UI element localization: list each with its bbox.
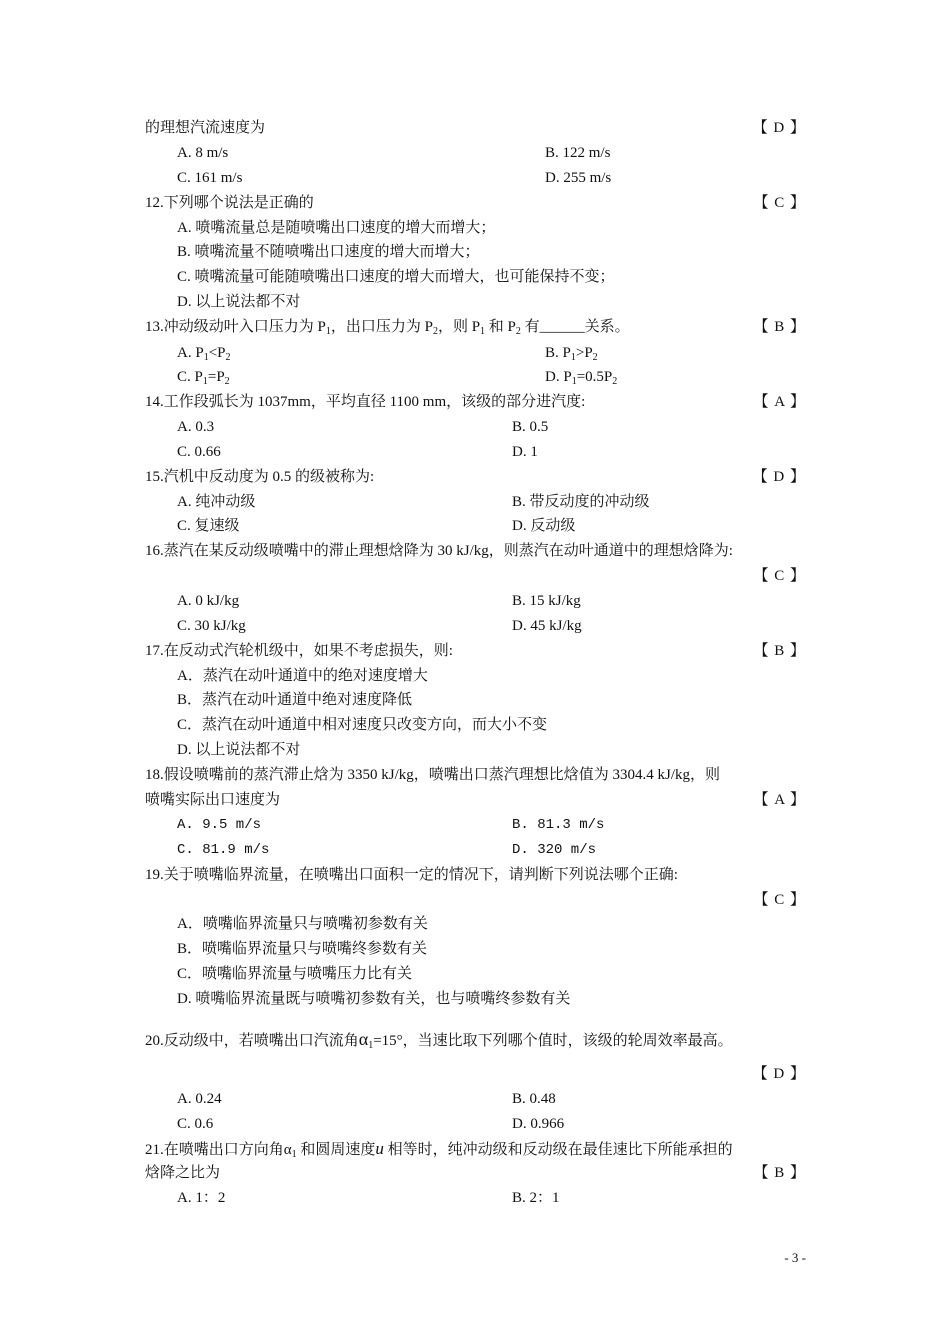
q18-answer: 【 A 】 <box>753 792 806 808</box>
q19-option-a: A．喷嘴临界流量只与喷嘴初参数有关 <box>177 916 428 932</box>
q20-answer: 【 D 】 <box>752 1066 806 1082</box>
q20-option-a: A. 0.24 <box>177 1091 222 1107</box>
q11-option-d: D. 255 m/s <box>545 170 612 186</box>
q18-option-a: A. 9.5 m/s <box>177 817 262 833</box>
q19-stem: 19.关于喷嘴临界流量，在喷嘴出口面积一定的情况下，请判断下列说法哪个正确: <box>145 867 678 883</box>
q13-option-d: D. $P_1=0.5P_2$ <box>545 369 618 387</box>
q18-stem-line2: 喷嘴实际出口速度为 <box>145 792 281 808</box>
q12-option-a: A. 喷嘴流量总是随喷嘴出口速度的增大而增大； <box>177 220 496 236</box>
q16-option-d: D. 45 kJ/kg <box>512 618 582 634</box>
q12-answer: 【 C 】 <box>753 195 806 211</box>
page-number: - 3 - <box>784 1250 806 1265</box>
q16-stem: 16.蒸汽在某反动级喷嘴中的滞止理想焓降为 30 kJ/kg，则蒸汽在动叶通道中的理想焓降为: <box>145 543 733 559</box>
q17-option-a: A．蒸汽在动叶通道中的绝对速度增大 <box>177 668 428 684</box>
q11-option-b: B. 122 m/s <box>545 145 611 161</box>
q17-option-c: C．蒸汽在动叶通道中相对速度只改变方向，而大小不变 <box>177 717 548 733</box>
q12-option-c: C. 喷嘴流量可能随喷嘴出口速度的增大而增大，也可能保持不变； <box>177 269 615 285</box>
q16-answer: 【 C 】 <box>753 568 806 584</box>
q13-option-a: A. $P_1<P_2$ <box>177 345 231 363</box>
q16-option-c: C. 30 kJ/kg <box>177 618 246 634</box>
q11-answer: 【 D 】 <box>752 120 806 136</box>
q16-option-b: B. 15 kJ/kg <box>512 593 581 609</box>
q18-option-d: D. 320 m/s <box>512 842 597 858</box>
q20-option-c: C. 0.6 <box>177 1116 214 1132</box>
q15-stem: 15.汽机中反动度为 0.5 的级被称为: <box>145 469 375 485</box>
q18-option-c: C. 81.9 m/s <box>177 842 270 858</box>
q21-answer: 【 B 】 <box>753 1165 806 1181</box>
q13-option-b: B. $P_1>P_2$ <box>545 345 598 363</box>
q18-option-b: B. 81.3 m/s <box>512 817 605 833</box>
q13-stem: 13.冲动级动叶入口压力为 $P_1$，出口压力为 $P_2$，则 $P_1$ 和 $P_2$ 有______关系。 <box>145 319 630 337</box>
q14-option-c: C. 0.66 <box>177 444 221 460</box>
q19-option-c: C．喷嘴临界流量与喷嘴压力比有关 <box>177 966 413 982</box>
q14-option-b: B. 0.5 <box>512 419 549 435</box>
q14-stem: 14.工作段弧长为 1037mm，平均直径 1100 mm，该级的部分进汽度: <box>145 394 586 410</box>
q11-option-c: C. 161 m/s <box>177 170 243 186</box>
q11-option-a: A. 8 m/s <box>177 145 229 161</box>
q15-option-c: C. 复速级 <box>177 518 240 534</box>
q12-stem: 12.下列哪个说法是正确的 <box>145 195 314 211</box>
q13-option-c: C. $P_1=P_2$ <box>177 369 230 387</box>
q13-answer: 【 B 】 <box>753 319 806 335</box>
q17-stem: 17.在反动式汽轮机级中，如果不考虑损失，则: <box>145 643 453 659</box>
q15-option-d: D. 反动级 <box>512 518 576 534</box>
q17-option-b: B．蒸汽在动叶通道中绝对速度降低 <box>177 692 413 708</box>
q14-answer: 【 A 】 <box>753 394 806 410</box>
q18-stem-line1: 18.假设喷嘴前的蒸汽滞止焓为 3350 kJ/kg，喷嘴出口蒸汽理想比焓值为 3304.4 kJ/kg，则 <box>145 767 721 783</box>
q20-option-b: B. 0.48 <box>512 1091 556 1107</box>
q20-stem: 20.反动级中，若喷嘴出口汽流角$\alpha_1=15^\circ$，当速比取下列哪个值时，该级的轮周效率最高。 <box>145 1029 733 1051</box>
q17-option-d: D. 以上说法都不对 <box>177 742 301 758</box>
q19-option-d: D. 喷嘴临界流量既与喷嘴初参数有关，也与喷嘴终参数有关 <box>177 991 571 1007</box>
q11-stem: 的理想汽流速度为 <box>145 120 266 136</box>
q21-option-b: B. 2：1 <box>512 1190 560 1206</box>
q20-option-d: D. 0.966 <box>512 1116 565 1132</box>
q15-answer: 【 D 】 <box>752 469 806 485</box>
q19-answer: 【 C 】 <box>753 892 806 908</box>
q14-option-d: D. 1 <box>512 444 538 460</box>
q12-option-d: D. 以上说法都不对 <box>177 294 301 310</box>
q17-answer: 【 B 】 <box>753 643 806 659</box>
q21-option-a: A. 1：2 <box>177 1190 226 1206</box>
q15-option-a: A. 纯冲动级 <box>177 494 256 510</box>
q16-option-a: A. 0 kJ/kg <box>177 593 240 609</box>
q15-option-b: B. 带反动度的冲动级 <box>512 494 650 510</box>
q21-stem-line1: 21.在喷嘴出口方向角$\alpha_1$ 和圆周速度u 相等时，纯冲动级和反动级在最佳速比下所能承担的 <box>145 1139 733 1160</box>
q21-stem-line2: 焓降之比为 <box>145 1165 221 1181</box>
q14-option-a: A. 0.3 <box>177 419 215 435</box>
q12-option-b: B. 喷嘴流量不随喷嘴出口速度的增大而增大； <box>177 244 480 260</box>
q19-option-b: B．喷嘴临界流量只与喷嘴终参数有关 <box>177 941 428 957</box>
